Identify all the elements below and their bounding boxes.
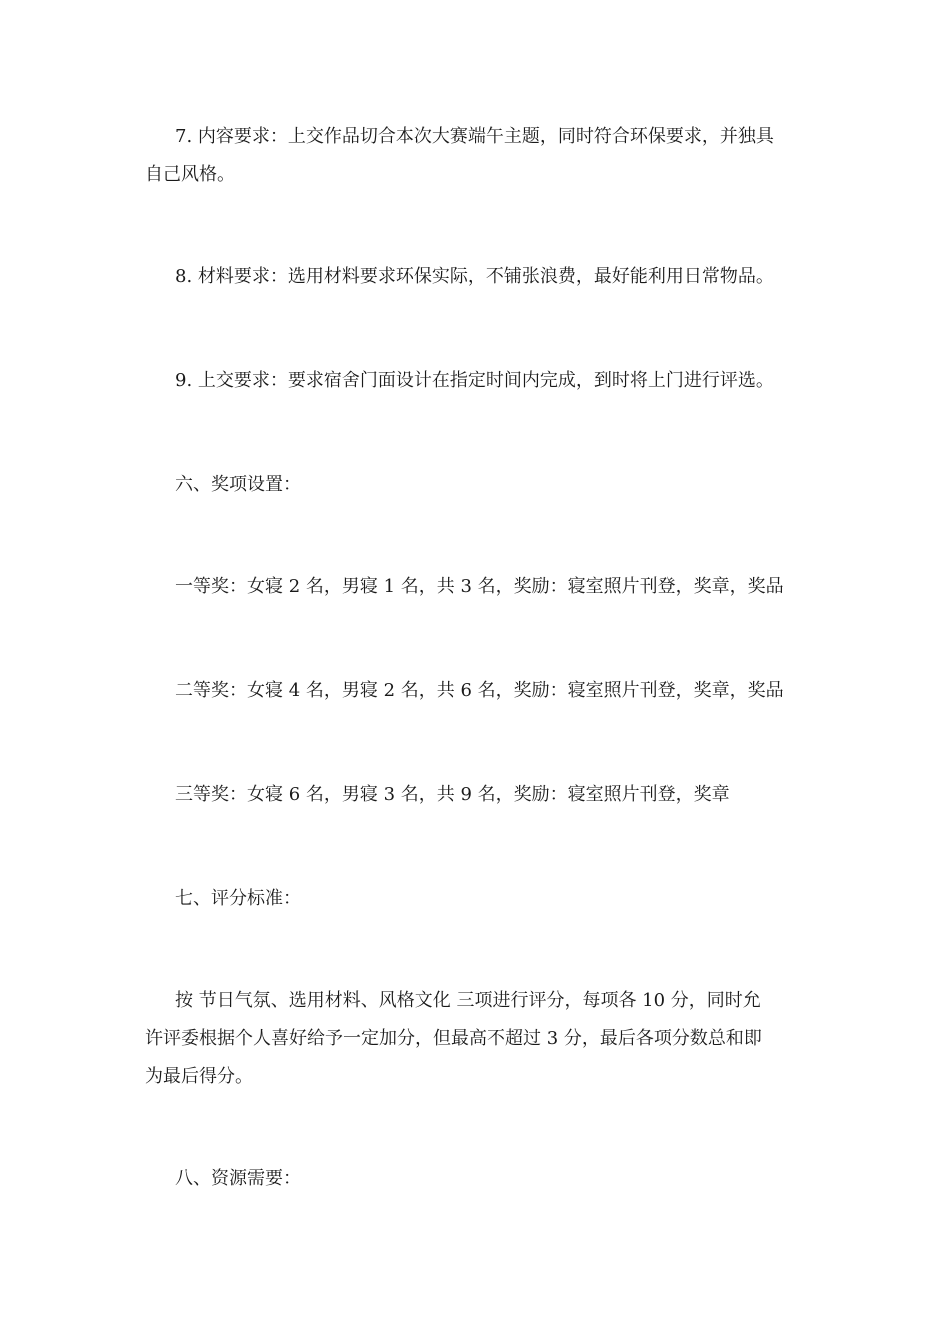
paragraph-line: 9. 上交要求：要求宿舍门面设计在指定时间内完成，到时将上门进行评选。 [175, 370, 774, 391]
paragraph-second-prize [145, 672, 810, 710]
paragraph-line: 二等奖：女寝 4 名，男寝 2 名，共 6 名，奖励：寝室照片刊登，奖章，奖品 [175, 680, 784, 701]
paragraph-line: 按 节日气氛、选用材料、风格文化 三项进行评分，每项各 10 分，同时允 [175, 990, 761, 1011]
paragraph-line: 自己风格。 [145, 164, 235, 185]
paragraph-third-prize [145, 776, 810, 814]
paragraph-line: 为最后得分。 [145, 1066, 253, 1087]
heading-text: 八、资源需要： [175, 1168, 301, 1189]
paragraph-first-prize [145, 568, 810, 606]
heading-text: 七、评分标准： [175, 888, 301, 909]
paragraph-line: 三等奖：女寝 6 名，男寝 3 名，共 9 名，奖励：寝室照片刊登，奖章 [175, 784, 730, 805]
heading-text: 六、奖项设置： [175, 474, 301, 495]
paragraph-content-requirement [145, 118, 810, 194]
paragraph-material-requirement [145, 258, 810, 296]
paragraph-line: 8. 材料要求：选用材料要求环保实际，不铺张浪费，最好能利用日常物品。 [175, 266, 774, 287]
paragraph-line: 许评委根据个人喜好给予一定加分，但最高不超过 3 分，最后各项分数总和即 [145, 1028, 762, 1049]
section-heading-resources [145, 1160, 810, 1198]
paragraph-submission-requirement [145, 362, 810, 400]
paragraph-scoring-criteria [145, 982, 810, 1096]
paragraph-line: 7. 内容要求：上交作品切合本次大赛端午主题，同时符合环保要求，并独具 [175, 126, 774, 147]
section-heading-awards [145, 466, 810, 504]
paragraph-line: 一等奖：女寝 2 名，男寝 1 名，共 3 名，奖励：寝室照片刊登，奖章，奖品 [175, 576, 784, 597]
section-heading-scoring [145, 880, 810, 918]
